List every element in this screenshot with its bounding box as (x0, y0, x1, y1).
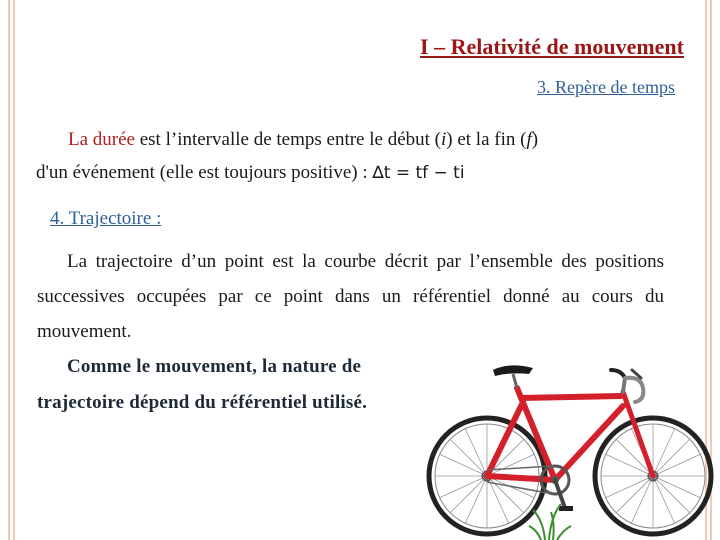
trajectoire-paragraph (37, 244, 664, 349)
slide-subtitle: 3. Repère de temps (537, 77, 675, 97)
seat-post (513, 374, 517, 388)
bike-frame (487, 388, 653, 480)
duration-term: La durée (68, 129, 135, 150)
duration-text-4: d'un événement (elle est toujours positive) : (36, 162, 373, 183)
decorative-stripe-2 (13, 0, 15, 540)
bicycle-illustration (425, 340, 715, 540)
duration-paragraph (36, 123, 666, 190)
duration-line-2 (36, 156, 666, 190)
decorative-stripe-1 (8, 0, 10, 540)
duration-text-1: est l’intervalle de temps entre le début ( (134, 129, 441, 150)
trajectoire-bold-line-2: trajectoire dépend du référentiel utilisé. (37, 392, 368, 413)
duration-line-1 (36, 123, 666, 156)
duration-text-3: ) (531, 129, 539, 150)
duration-formula: ∆t = tf − ti (372, 163, 465, 183)
trajectoire-bold-paragraph (37, 349, 367, 421)
duration-f: f (526, 129, 532, 150)
duration-i: i (440, 129, 447, 150)
trajectoire-text: La trajectoire d’un point est la courbe décrit par l’ensemble des positions successives occupées par ce point dans un référentiel donné au cours du mouvement. (37, 251, 664, 342)
slide-title: I – Relativité de mouvement (420, 34, 684, 59)
duration-text-2: ) et la fin ( (446, 129, 527, 150)
section-heading-trajectoire: 4. Trajectoire : (50, 208, 162, 229)
trajectoire-bold-line-1: Comme le mouvement, la nature de (67, 356, 362, 377)
